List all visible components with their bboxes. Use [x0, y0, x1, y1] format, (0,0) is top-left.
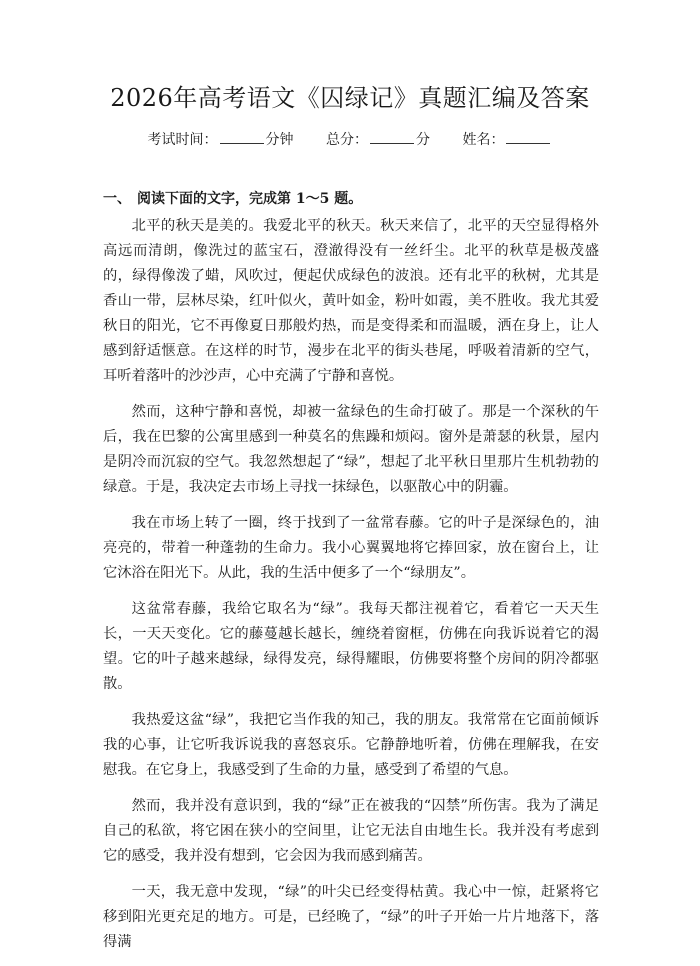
- reading-passage: [103, 214, 599, 966]
- section-heading: [103, 187, 623, 211]
- total-score-label: 总分：: [326, 132, 368, 148]
- section-instruction: 阅读下面的文字，完成第 1～5 题。: [137, 191, 363, 207]
- student-name-label: 姓名：: [462, 132, 505, 148]
- page-title: 2026年高考语文《囚绿记》真题汇编及答案: [110, 84, 590, 112]
- total-score-unit: 分: [416, 132, 430, 148]
- passage-paragraph: 北平的秋天是美的。我爱北平的秋天。秋天来信了，北平的天空显得格外高远而清朗，像洗过的蓝宝石，澄澈得没有一丝纤尘。北平的秋草是极茂盛的，绿得像泼了蜡，风吹过，便起伏成绿色的波浪。还有北平的秋树，尤其是香山一带，层林尽染，红叶似火，黄叶如金，粉叶如霞，美不胜收。我尤其爱秋日的阳光，它不再像夏日那般灼热，而是变得柔和而温暖，洒在身上，让人感到舒适惬意。在这样的时节，漫步在北平的街头巷尾，呼吸着清新的空气，耳听着落叶的沙沙声，心中充满了宁静和喜悦。: [103, 218, 599, 384]
- passage-paragraph: 这盆常春藤，我给它取名为“绿”。我每天都注视着它，看着它一天天生长，一天天变化。它的藤蔓越长越长，缠绕着窗框，仿佛在向我诉说着它的渴望。它的叶子越来越绿，绿得发亮，绿得耀眼，仿佛要将整个房间的阴冷都驱散。: [103, 601, 599, 692]
- passage-paragraph: 一天，我无意中发现，“绿”的叶尖已经变得枯黄。我心中一惊，赶紧将它移到阳光更充足的地方。可是，已经晚了，“绿”的叶子开始一片片地落下，落得满: [103, 884, 599, 950]
- total-score-blank[interactable]: [370, 129, 414, 144]
- exam-time-label: 考试时间：: [147, 132, 218, 148]
- passage-paragraph: 我在市场上转了一圈，终于找到了一盆常春藤。它的叶子是深绿色的，油亮亮的，带着一种蓬勃的生命力。我小心翼翼地将它捧回家，放在窗台上，让它沐浴在阳光下。从此，我的生活中便多了一个“绿朋友”。: [103, 515, 599, 581]
- passage-paragraph: 然而，这种宁静和喜悦，却被一盆绿色的生命打破了。那是一个深秋的午后，我在巴黎的公寓里感到一种莫名的焦躁和烦闷。窗外是萧瑟的秋景，屋内是阴冷而沉寂的空气。我忽然想起了“绿”，想起了北平秋日里那片生机勃勃的绿意。于是，我决定去市场上寻找一抹绿色，以驱散心中的阴霾。: [103, 404, 599, 495]
- passage-paragraph: 我热爱这盆“绿”，我把它当作我的知己，我的朋友。我常常在它面前倾诉我的心事，让它听我诉说我的喜怒哀乐。它静静地听着，仿佛在理解我，在安慰我。在它身上，我感受到了生命的力量，感受到了希望的气息。: [103, 712, 599, 778]
- exam-info-line: [0, 128, 700, 152]
- exam-time-blank[interactable]: [220, 129, 264, 144]
- section-number: 一、: [103, 191, 131, 207]
- exam-time-field: [148, 128, 294, 152]
- exam-time-unit: 分钟: [265, 132, 294, 148]
- total-score-field: [326, 128, 430, 152]
- passage-paragraph: 然而，我并没有意识到，我的“绿”正在被我的“囚禁”所伤害。我为了满足自己的私欲，将它困在狭小的空间里，让它无法自由地生长。我并没有考虑到它的感受，我并没有想到，它会因为我而感到痛苦。: [103, 798, 599, 864]
- student-name-field: [462, 128, 552, 152]
- student-name-blank[interactable]: [506, 129, 550, 144]
